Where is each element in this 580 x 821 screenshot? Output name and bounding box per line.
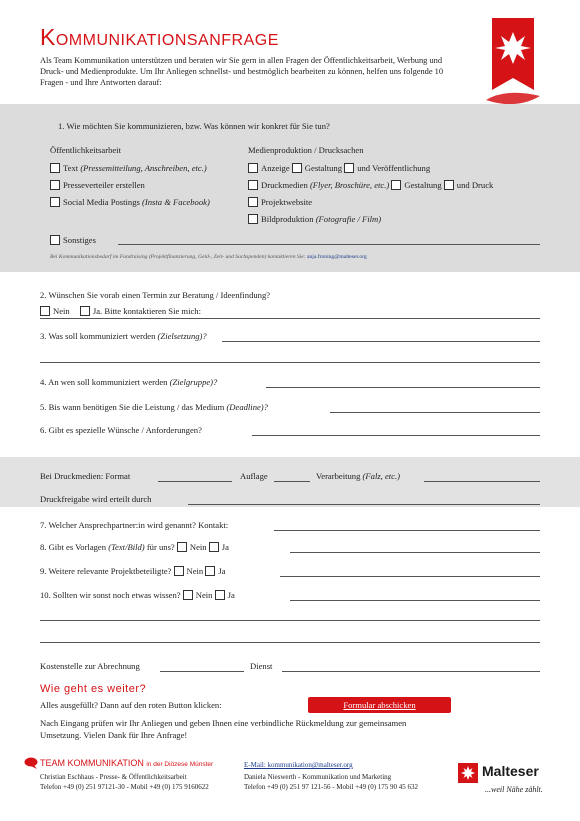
q2-input-line[interactable] — [40, 318, 540, 319]
q7-question: 7. Welcher Ansprechpartner:in wird genannt? Kontakt: — [40, 520, 229, 530]
checkbox-anzeige[interactable] — [248, 163, 258, 173]
checkbox-q10-ja[interactable] — [215, 590, 225, 600]
q2-question: 2. Wünschen Sie vorab einen Termin zur Beratung / Ideenfindung? — [40, 290, 271, 300]
q9-no-label: Nein — [186, 566, 204, 576]
checkbox-und-druck[interactable] — [444, 180, 454, 190]
option-bild-hint: (Fotografie / Film) — [315, 214, 382, 224]
submit-form-button[interactable]: Formular abschicken — [308, 697, 451, 713]
option-druck-label: Druckmedien — [261, 180, 308, 190]
q1-col2-heading: Medienproduktion / Drucksachen — [248, 145, 364, 155]
q2-no-label: Nein — [53, 306, 70, 316]
next-line-2: Nach Eingang prüfen wir Ihr Anliegen und geben Ihnen eine verbindliche Rückmeldung zur gemeinsamen — [40, 718, 407, 728]
q10-input-line-3[interactable] — [40, 642, 540, 643]
q8-hint: (Text/Bild) — [108, 542, 145, 552]
q3-input-line-2[interactable] — [40, 362, 540, 363]
q8-no-label: Nein — [189, 542, 207, 552]
option-presse-label: Presseverteiler erstellen — [63, 180, 145, 190]
q10-input-line-2[interactable] — [40, 620, 540, 621]
checkbox-projektwebsite[interactable] — [248, 197, 258, 207]
checkbox-anzeige-gestaltung[interactable] — [292, 163, 302, 173]
q3-hint: (Zielsetzung)? — [157, 331, 207, 341]
checkbox-q9-nein[interactable] — [174, 566, 184, 576]
dienst-input-line[interactable] — [282, 671, 540, 672]
q9-question: 9. Weitere relevante Projektbeteiligte? — [40, 566, 172, 576]
option-social-hint: (Insta & Facebook) — [142, 197, 210, 207]
malteser-brand-text: Malteser — [482, 763, 539, 779]
checkbox-druckmedien[interactable] — [248, 180, 258, 190]
q5-hint: (Deadline)? — [226, 402, 268, 412]
footer-diozese: in der Diözese Münster — [146, 761, 214, 768]
next-line-3: Umsetzung. Vielen Dank für Ihre Anfrage! — [40, 730, 188, 740]
q8-suffix: für uns? — [146, 542, 175, 552]
checkbox-veroeffentlichung[interactable] — [344, 163, 354, 173]
option-social-label: Social Media Postings — [63, 197, 140, 207]
kostenstelle-input-line[interactable] — [160, 671, 244, 672]
q2-yes-label: Ja. Bitte kontaktieren Sie mich: — [92, 306, 201, 316]
checkbox-q2-ja[interactable] — [80, 306, 90, 316]
sonstiges-input-line[interactable] — [118, 244, 540, 245]
q4-question: 4. An wen soll kommuniziert werden — [40, 377, 168, 387]
malteser-cross-banner-icon — [486, 18, 540, 110]
footer-mail-link[interactable]: E-Mail: kommunikation@malteser.org — [244, 761, 353, 769]
option-bild-label: Bildproduktion — [261, 214, 314, 224]
print-verarbeitung-hint: (Falz, etc.) — [362, 471, 401, 481]
q10-no-label: Nein — [195, 590, 213, 600]
fundraising-mail-link[interactable]: anja.froning@malteser.org — [307, 254, 367, 260]
footer-phone2: Telefon +49 (0) 251 97 121-56 - Mobil +49 (0) 175 90 45 632 — [244, 783, 419, 791]
print-freigabe-label: Druckfreigabe wird erteilt durch — [40, 494, 152, 504]
checkbox-text[interactable] — [50, 163, 60, 173]
option-projekt-label: Projektwebsite — [261, 197, 313, 207]
checkbox-q2-nein[interactable] — [40, 306, 50, 316]
checkbox-bildproduktion[interactable] — [248, 214, 258, 224]
q10-input-line-1[interactable] — [290, 600, 540, 601]
q3-input-line-1[interactable] — [222, 341, 540, 342]
checkbox-q8-nein[interactable] — [177, 542, 187, 552]
next-steps-heading: Wie geht es weiter? — [40, 683, 147, 695]
footer-phone1: Telefon +49 (0) 251 97121-30 - Mobil +49 (0) 175 9160622 — [40, 783, 209, 791]
footer-team-name: TEAM KOMMUNIKATION — [40, 758, 144, 768]
checkbox-q9-ja[interactable] — [205, 566, 215, 576]
checkbox-presseverteiler[interactable] — [50, 180, 60, 190]
q4-hint: (Zielgruppe)? — [169, 377, 218, 387]
q1-col1-heading: Öffentlichkeitsarbeit — [50, 145, 121, 155]
footer-team — [40, 758, 213, 768]
option-anzeige-label: Anzeige — [261, 163, 290, 173]
next-line-1: Alles ausgefüllt? Dann auf den roten Button klicken: — [40, 700, 222, 710]
malteser-tagline: ...weil Nähe zählt. — [485, 785, 543, 794]
checkbox-social-media[interactable] — [50, 197, 60, 207]
q7-input-line[interactable] — [274, 530, 540, 531]
q9-yes-label: Ja — [218, 566, 226, 576]
q4-input-line[interactable] — [266, 387, 540, 388]
q6-input-line[interactable] — [252, 435, 540, 436]
q8-yes-label: Ja — [221, 542, 229, 552]
option-gestaltung2-label: Gestaltung — [404, 180, 442, 190]
checkbox-druck-gestaltung[interactable] — [391, 180, 401, 190]
dienst-label: Dienst — [250, 661, 273, 671]
option-veroeff-label: und Veröffentlichung — [357, 163, 431, 173]
option-gestaltung-label: Gestaltung — [304, 163, 343, 173]
q5-input-line[interactable] — [330, 412, 540, 413]
footer-person2: Daniela Nieswerth - Kommunikation und Marketing — [244, 773, 392, 781]
q8-input-line[interactable] — [290, 552, 540, 553]
checkbox-sonstiges[interactable] — [50, 235, 60, 245]
print-format-label: Bei Druckmedien: Format — [40, 471, 131, 481]
print-auflage-label: Auflage — [240, 471, 268, 481]
q8-question: 8. Gibt es Vorlagen — [40, 542, 107, 552]
malteser-cross-icon — [458, 763, 478, 783]
q6-question: 6. Gibt es spezielle Wünsche / Anforderungen? — [40, 425, 202, 435]
option-unddruck-label: und Druck — [456, 180, 494, 190]
option-text-label: Text — [63, 163, 79, 173]
footer-person1: Christian Eschhaus - Presse- & Öffentlichkeitsarbeit — [40, 773, 187, 781]
checkbox-q10-nein[interactable] — [183, 590, 193, 600]
intro-text: Als Team Kommunikation unterstützen und beraten wir Sie gern in allen Fragen der Öffentlichkeitsarbeit, Werbung und Druck- und Medienprodukte. Um Ihr Anliegen schnellst- und bestmöglich bearbeiten zu können, helfen uns folgende 10 Fragen - und Ihre Antworten darauf: — [40, 56, 444, 87]
speech-bubble-icon — [24, 757, 38, 769]
option-druck-hint: (Flyer, Broschüre, etc.) — [309, 180, 390, 190]
q3-question: 3. Was soll kommuniziert werden — [40, 331, 156, 341]
freigabe-input-line[interactable] — [188, 504, 540, 505]
auflage-input-line[interactable] — [274, 481, 310, 482]
checkbox-q8-ja[interactable] — [209, 542, 219, 552]
q9-input-line[interactable] — [280, 576, 540, 577]
q1-question: 1. Wie möchten Sie kommunizieren, bzw. Was können wir konkret für Sie tun? — [58, 121, 330, 131]
fundraising-note: Bei Kommunikationsbedarf im Fundraising (Projektfinanzierung, Geld-, Zeit- und Sachspenden) kontaktieren Sie: — [50, 254, 306, 260]
q10-question: 10. Sollten wir sonst noch etwas wissen? — [40, 590, 181, 600]
print-verarbeitung-label: Verarbeitung — [316, 471, 361, 481]
option-text-hint: (Pressemitteilung, Anschreiben, etc.) — [80, 163, 207, 173]
q10-yes-label: Ja — [227, 590, 235, 600]
verarbeitung-input-line[interactable] — [424, 481, 540, 482]
option-sonstiges-label: Sonstiges — [63, 235, 96, 245]
format-input-line[interactable] — [158, 481, 232, 482]
q5-question: 5. Bis wann benötigen Sie die Leistung / das Medium — [40, 402, 225, 412]
kostenstelle-label: Kostenstelle zur Abrechnung — [40, 661, 140, 671]
page-title: Kommunikationsanfrage — [40, 24, 279, 50]
